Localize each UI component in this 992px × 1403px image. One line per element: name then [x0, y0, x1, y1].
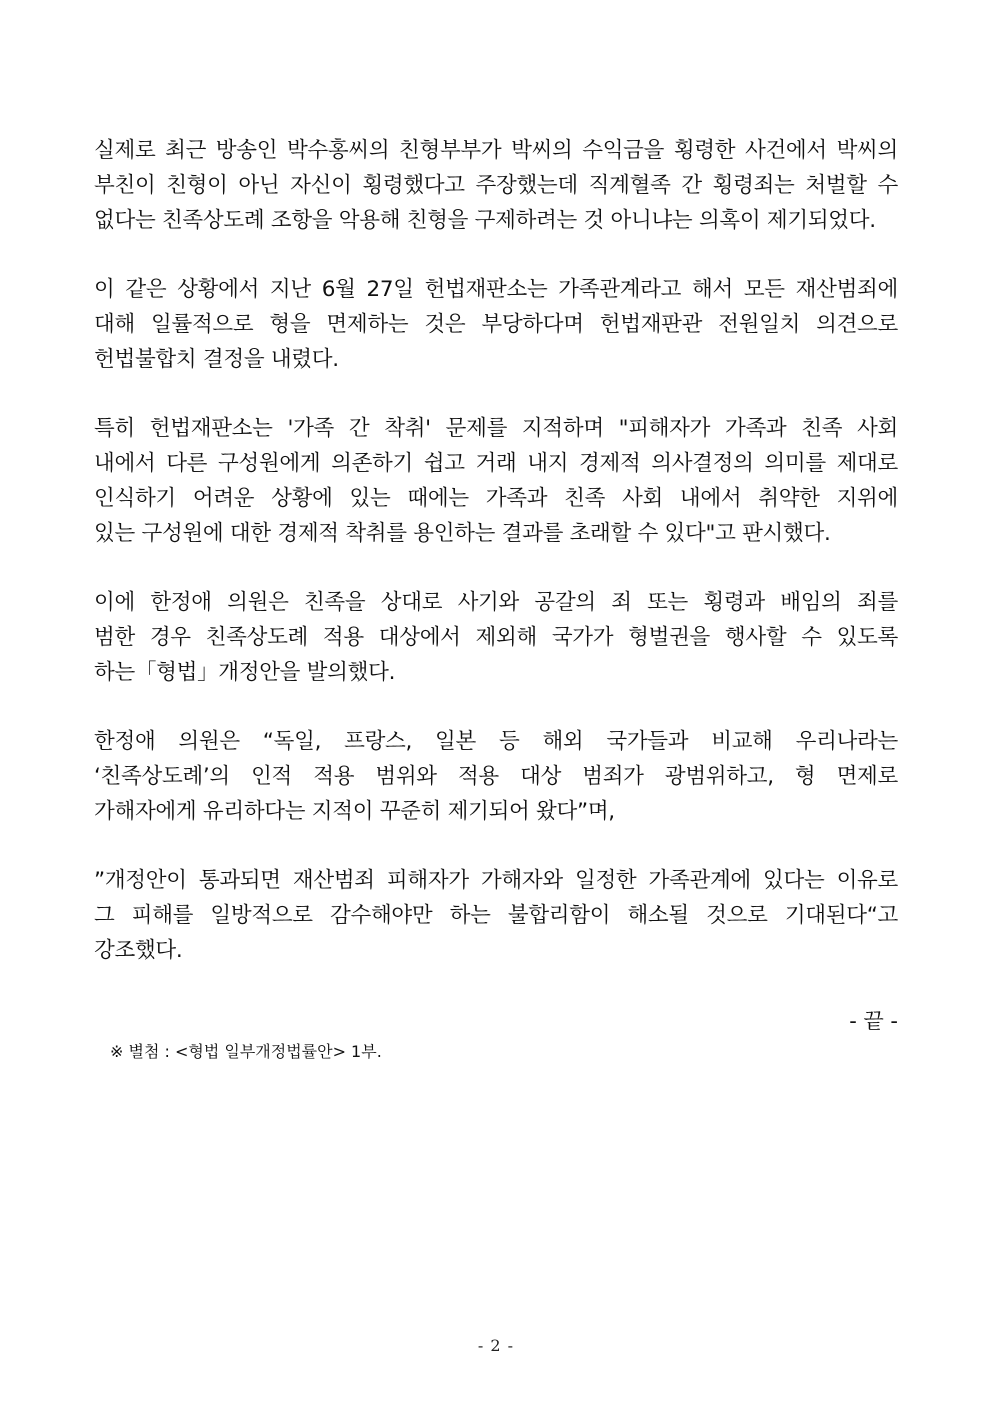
paragraph-line: 헌법불합치 결정을 내렸다.: [94, 347, 339, 372]
paragraph-line: 이에 한정애 의원은 친족을 상대로 사기와 공갈의 죄 또는 횡령과 배임의 죄를: [94, 590, 898, 615]
page-number: - 2 -: [477, 1336, 515, 1355]
paragraph-2: [94, 272, 898, 377]
attachment-note: ※ 별첨 : <형법 일부개정법률안> 1부.: [110, 1042, 382, 1061]
press-release-body: [94, 133, 898, 1002]
paragraph-3: [94, 411, 898, 551]
paragraph-line: ‘친족상도례’의 인적 적용 범위와 적용 대상 범죄가 광범위하고, 형 면제로: [94, 764, 898, 789]
paragraph-line: 있는 구성원에 대한 경제적 착취를 용인하는 결과를 초래할 수 있다"고 판시했다.: [94, 521, 831, 546]
paragraph-line: 범한 경우 친족상도례 적용 대상에서 제외해 국가가 형벌권을 행사할 수 있도록: [94, 625, 898, 650]
paragraph-line: 대해 일률적으로 형을 면제하는 것은 부당하다며 헌법재판관 전원일치 의견으로: [94, 312, 898, 337]
paragraph-1: [94, 133, 898, 238]
paragraph-5: [94, 724, 898, 829]
paragraph-line: 없다는 친족상도례 조항을 악용해 친형을 구제하려는 것 아니냐는 의혹이 제기되었다.: [94, 208, 876, 233]
paragraph-4: [94, 585, 898, 690]
paragraph-line: 하는「형법」개정안을 발의했다.: [94, 660, 396, 685]
paragraph-line: 부친이 친형이 아닌 자신이 횡령했다고 주장했는데 직계혈족 간 횡령죄는 처벌할 수: [94, 173, 898, 198]
end-mark: - 끝 -: [849, 1009, 898, 1033]
paragraph-line: ”개정안이 통과되면 재산범죄 피해자가 가해자와 일정한 가족관계에 있다는 이유로: [94, 868, 898, 893]
paragraph-line: 그 피해를 일방적으로 감수해야만 하는 불합리함이 해소될 것으로 기대된다“고: [94, 903, 898, 928]
paragraph-line: 내에서 다른 구성원에게 의존하기 쉽고 거래 내지 경제적 의사결정의 의미를 제대로: [94, 451, 898, 476]
paragraph-line: 이 같은 상황에서 지난 6월 27일 헌법재판소는 가족관계라고 해서 모든 재산범죄에: [94, 277, 898, 302]
paragraph-line: 인식하기 어려운 상황에 있는 때에는 가족과 친족 사회 내에서 취약한 지위에: [94, 486, 898, 511]
paragraph-line: 특히 헌법재판소는 '가족 간 착취' 문제를 지적하며 "피해자가 가족과 친족 사회: [94, 416, 898, 441]
paragraph-6: [94, 863, 898, 968]
paragraph-line: 실제로 최근 방송인 박수홍씨의 친형부부가 박씨의 수익금을 횡령한 사건에서 박씨의: [94, 138, 898, 163]
paragraph-line: 한정애 의원은 “독일, 프랑스, 일본 등 해외 국가들과 비교해 우리나라는: [94, 729, 898, 754]
paragraph-line: 가해자에게 유리하다는 지적이 꾸준히 제기되어 왔다”며,: [94, 799, 615, 824]
paragraph-line: 강조했다.: [94, 938, 183, 963]
